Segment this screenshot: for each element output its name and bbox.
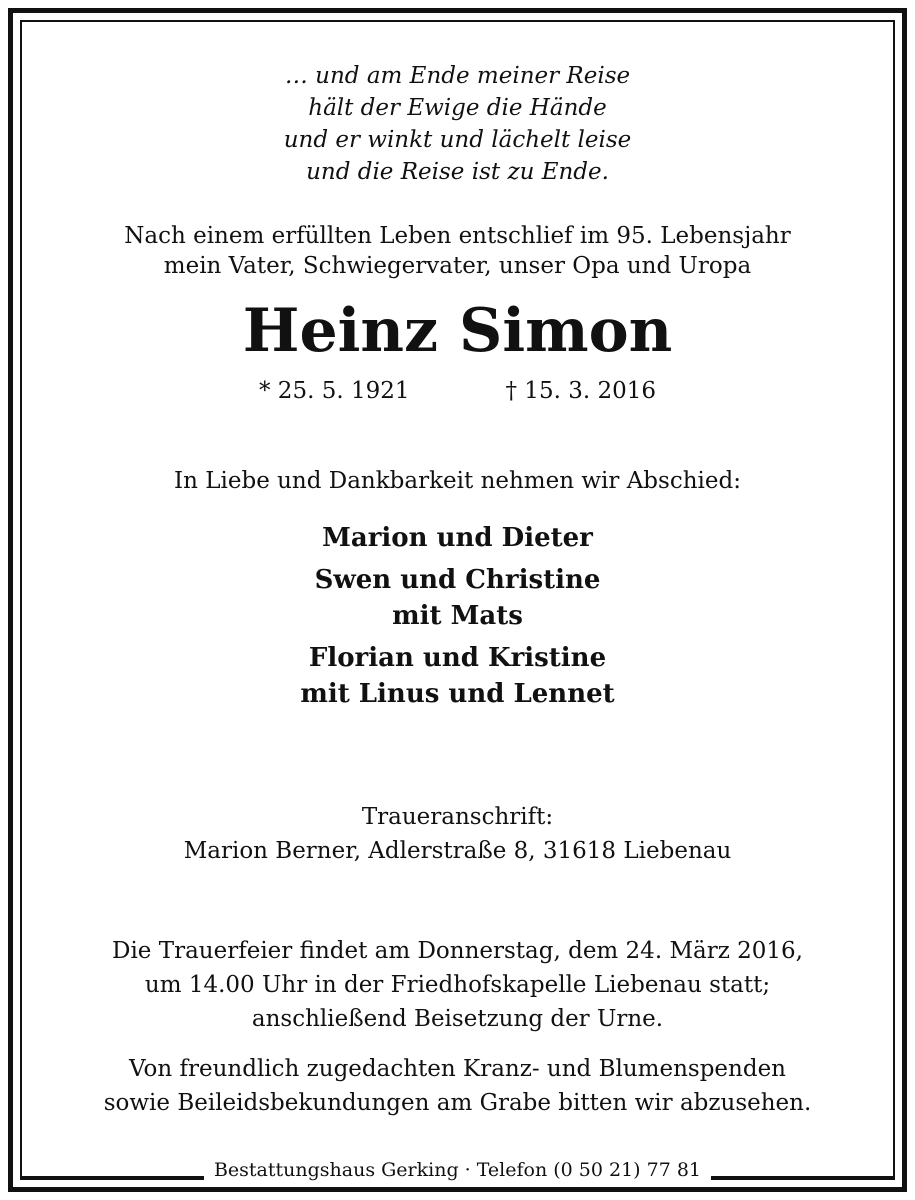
- life-dates: [22, 376, 893, 406]
- donations-line: Von freundlich zugedachten Kranz- und Blumenspenden: [129, 1056, 786, 1082]
- mourner-line: mit Linus und Lennet: [300, 679, 615, 709]
- ceremony-line: um 14.00 Uhr in der Friedhofskapelle Liebenau statt;: [144, 972, 771, 998]
- death-date: † 15. 3. 2016: [505, 378, 656, 404]
- mourner-group: [22, 640, 893, 712]
- mourner-line: mit Mats: [392, 601, 523, 631]
- poem-line: … und am Ende meiner Reise: [284, 63, 631, 89]
- donations-line: sowie Beileidsbekundungen am Grabe bitten wir abzusehen.: [103, 1090, 812, 1116]
- ceremony-line: Die Trauerfeier findet am Donnerstag, dem 24. März 2016,: [112, 938, 803, 964]
- intro-text: [22, 221, 893, 281]
- poem-line: und er winkt und lächelt leise: [283, 127, 632, 153]
- mourner-line: Florian und Kristine: [308, 643, 607, 673]
- ceremony-line: anschließend Beisetzung der Urne.: [251, 1006, 664, 1032]
- obituary-content: [22, 22, 893, 1120]
- mourner-group: [22, 562, 893, 634]
- poem: [22, 60, 893, 188]
- intro-line: mein Vater, Schwiegervater, unser Opa und Uropa: [163, 253, 752, 279]
- farewell-text: In Liebe und Dankbarkeit nehmen wir Abschied:: [174, 468, 741, 494]
- funeral-home-contact: Bestattungshaus Gerking · Telefon (0 50 21) 77 81: [204, 1159, 711, 1181]
- poem-line: hält der Ewige die Hände: [308, 95, 607, 121]
- birth-date: * 25. 5. 1921: [259, 378, 410, 404]
- ceremony-info: [22, 934, 893, 1036]
- mourner-group: [22, 520, 893, 556]
- mourner-line: Swen und Christine: [314, 565, 601, 595]
- address-value: Marion Berner, Adlerstraße 8, 31618 Liebenau: [183, 838, 732, 864]
- mourners-list: [22, 520, 893, 712]
- deceased-name: Heinz Simon: [242, 296, 673, 366]
- mourning-address: [22, 800, 893, 868]
- mourner-line: Marion und Dieter: [322, 523, 593, 553]
- poem-line: und die Reise ist zu Ende.: [306, 159, 609, 185]
- address-label: Traueranschrift:: [361, 804, 554, 830]
- footer: [22, 1157, 893, 1183]
- intro-line: Nach einem erfüllten Leben entschlief im 95. Lebensjahr: [124, 223, 791, 249]
- donations-note: [22, 1052, 893, 1120]
